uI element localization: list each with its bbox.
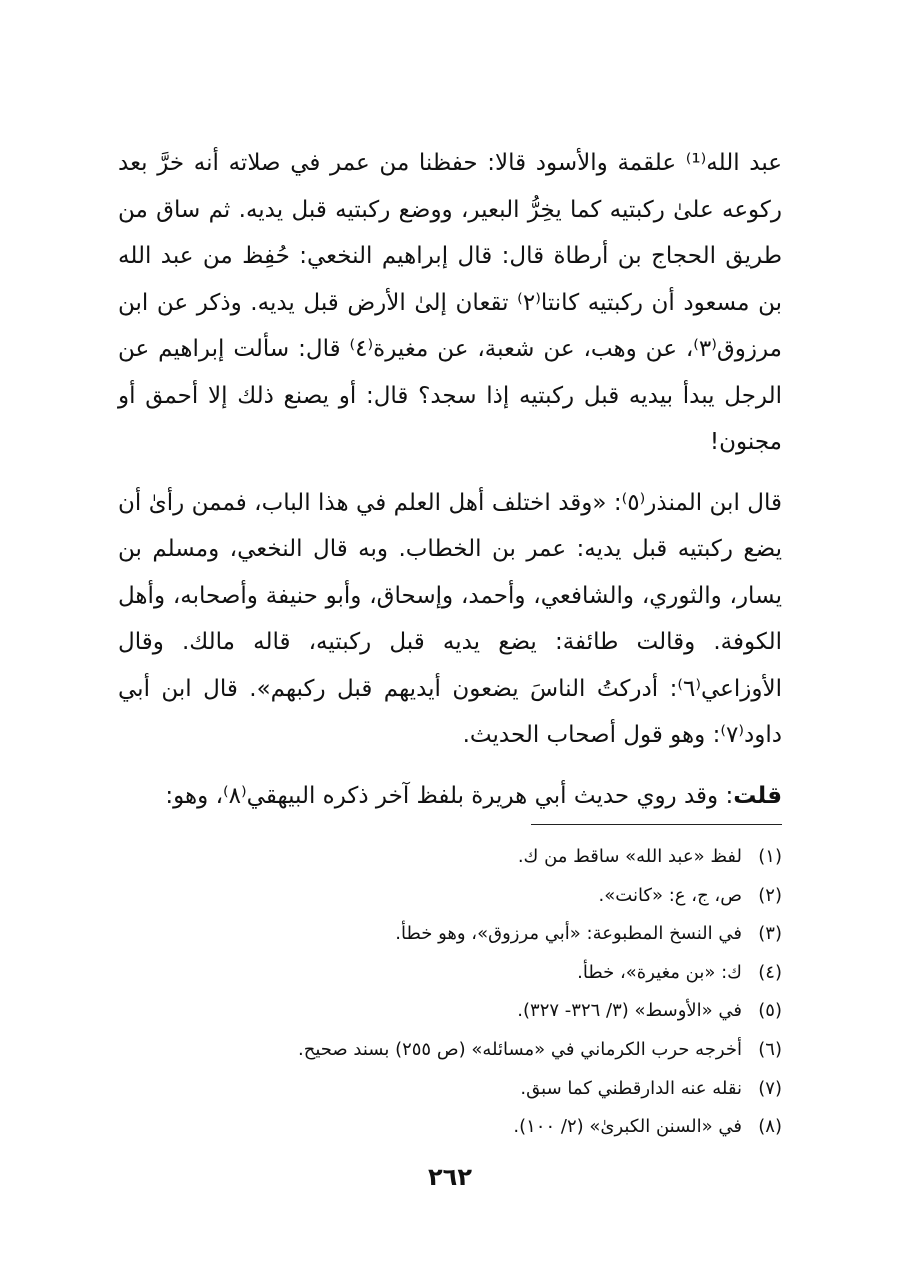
paragraph: قال ابن المنذر⁽٥⁾: «وقد اختلف أهل العلم في هذا الباب، فممن رأىٰ أن يضع ركبتيه قبل يديه: عمر بن الخطاب. وبه قال النخعي، ومسلم بن يسار، والثوري، والشافعي، وأحمد، وإسحاق، وأبو حنيفة وأصحابه، وأهل الكوفة. وقالت طائفة: يضع يديه قبل ركبتيه، قاله مالك. وقال الأوزاعي⁽٦⁾: أدركتُ الناسَ يضعون أيديهم قبل ركبهم». قال ابن أبي داود⁽٧⁾: وهو قول أصحاب الحديث. xyxy=(118,489,782,748)
closing-label: قلت xyxy=(733,782,782,809)
footnote xyxy=(118,1070,782,1109)
footnote xyxy=(118,1031,782,1070)
footnote-number: (٧) xyxy=(758,1077,782,1099)
footnote xyxy=(118,877,782,916)
footnote-text: في «السنن الكبرىٰ» (٢/ ١٠٠). xyxy=(513,1116,742,1138)
footnote xyxy=(118,954,782,993)
footnote-number: (٤) xyxy=(758,961,782,983)
closing-paragraph xyxy=(118,773,782,820)
footnote-number: (٢) xyxy=(758,884,782,906)
footnote xyxy=(118,838,782,877)
footnote-number: (١) xyxy=(758,846,782,867)
footnote-text: ك: «بن مغيرة»، خطأ. xyxy=(577,961,742,983)
main-text xyxy=(118,140,782,819)
footnote-number: (٨) xyxy=(758,1116,782,1138)
footnote-number: (٣) xyxy=(758,923,782,945)
footnote-text: في «الأوسط» (٣/ ٣٢٦- ٣٢٧). xyxy=(517,1000,742,1022)
footnote xyxy=(118,1108,782,1147)
closing-text: : وقد روي حديث أبي هريرة بلفظ آخر ذكره البيهقي⁽٨⁾، وهو: xyxy=(165,782,734,809)
footnote-text: نقله عنه الدارقطني كما سبق. xyxy=(520,1077,742,1099)
footnote-number: (٦) xyxy=(758,1038,782,1060)
footnote xyxy=(118,992,782,1031)
footnotes xyxy=(118,838,782,1147)
footnote-text: لفظ «عبد الله» ساقط من ك. xyxy=(517,846,742,867)
footnote-text: ص، ج، ع: «كانت». xyxy=(598,884,742,906)
footnote xyxy=(118,915,782,954)
page-number: ٢٦٢ xyxy=(428,1163,472,1191)
footnote-text: في النسخ المطبوعة: «أبي مرزوق»، وهو خطأ. xyxy=(395,923,742,945)
footnote-text: أخرجه حرب الكرماني في «مسائله» (ص ٢٥٥) بسند صحيح. xyxy=(298,1038,742,1060)
paragraph: عبد الله⁽¹⁾ علقمة والأسود قالا: حفظنا من عمر في صلاته أنه خرَّ بعد ركوعه علىٰ ركبتيه كما يخِرُّ البعير، ووضع ركبتيه قبل يديه. ثم ساق من طريق الحجاج بن أرطاة قال: قال إبراهيم النخعي: حُفِظ من عبد الله بن مسعود أن ركبتيه كانتا⁽٢⁾ تقعان إلىٰ الأرض قبل يديه. وذكر عن ابن مرزوق⁽٣⁾، عن وهب، عن شعبة، عن مغيرة⁽٤⁾ قال: سألت إبراهيم عن الرجل يبدأ بيديه قبل ركبتيه إذا سجد؟ قال: أو يصنع ذلك إلا أحمق أو مجنون! xyxy=(118,150,782,455)
footnote-separator xyxy=(531,824,782,825)
footnote-number: (٥) xyxy=(758,1000,782,1022)
